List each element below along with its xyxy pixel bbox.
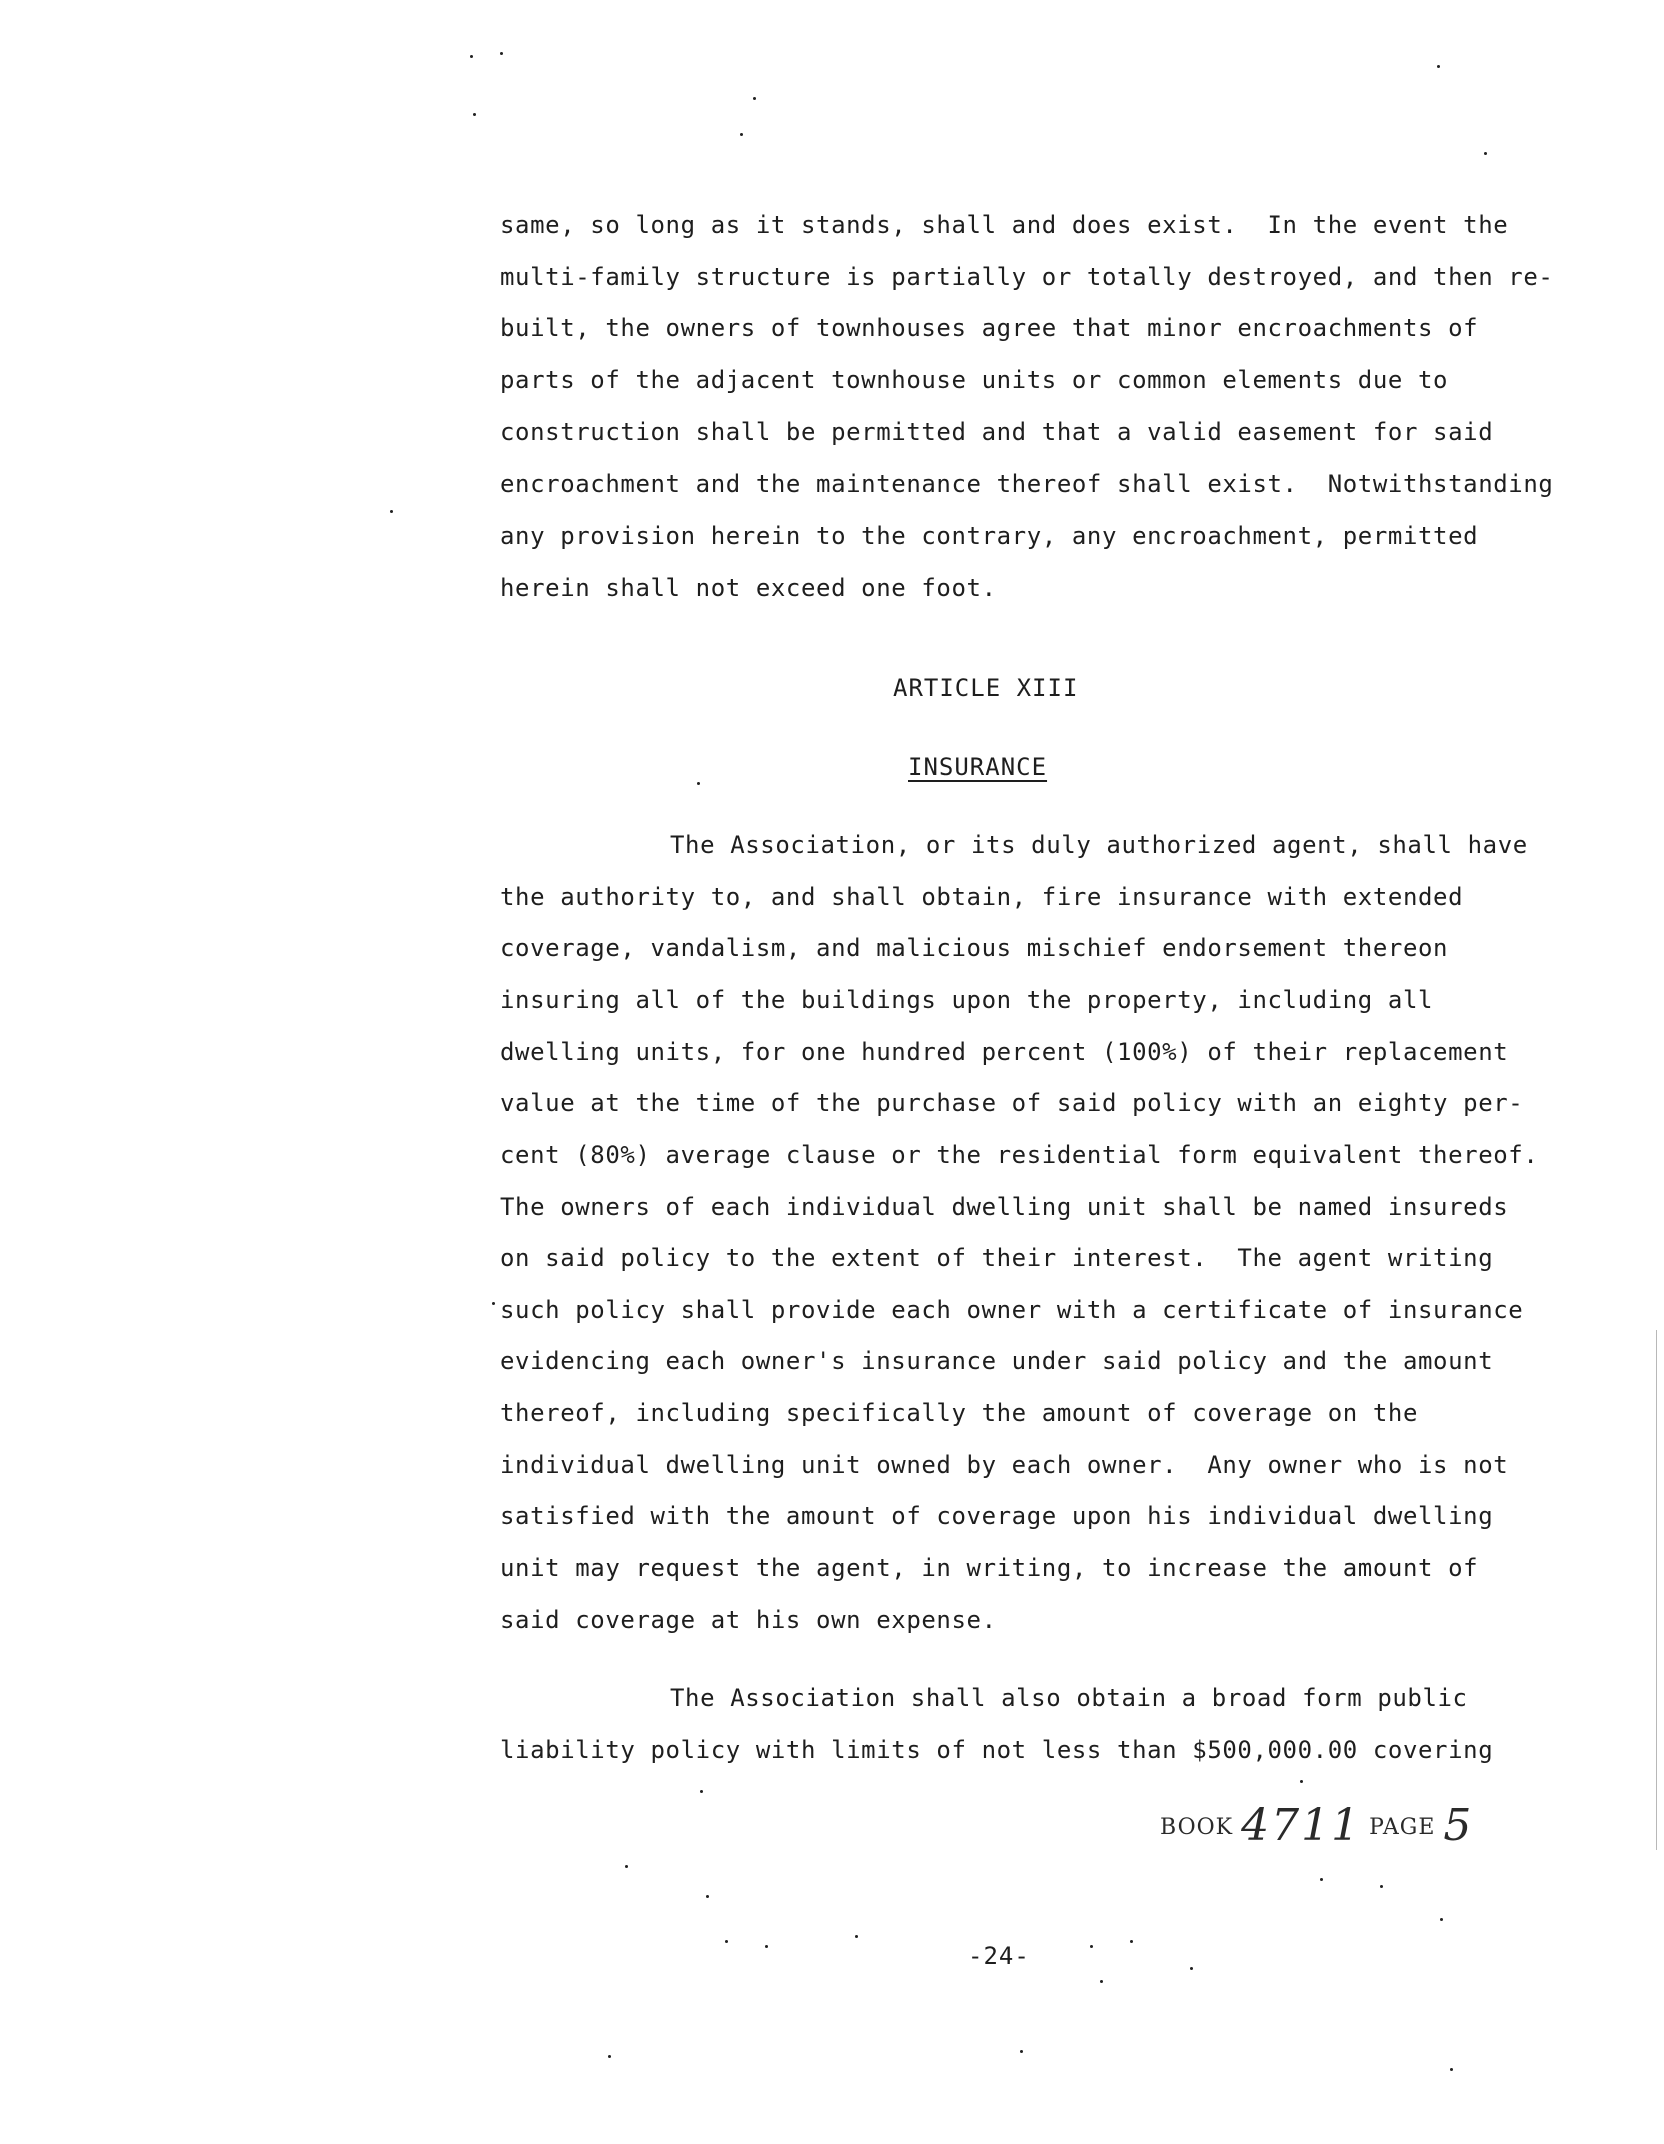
text-line: The owners of each individual dwelling unit shall be named insureds <box>500 1193 1509 1221</box>
article-heading: ARTICLE XIII <box>893 674 1079 702</box>
stamp-page-label: PAGE <box>1369 1815 1436 1840</box>
text-line: coverage, vandalism, and malicious mischief endorsement thereon <box>500 934 1449 962</box>
scan-speck <box>473 113 476 116</box>
scan-speck <box>740 133 743 136</box>
text-line: satisfied with the amount of coverage upon his individual dwelling <box>500 1502 1494 1530</box>
text-line: the authority to, and shall obtain, fire insurance with extended <box>500 883 1464 911</box>
text-line: thereof, including specifically the amount of coverage on the <box>500 1399 1419 1427</box>
text-line: any provision herein to the contrary, any encroachment, permitted <box>500 522 1479 550</box>
text-line: dwelling units, for one hundred percent (100%) of their replacement <box>500 1038 1509 1066</box>
scan-speck <box>765 1945 768 1948</box>
scan-speck <box>625 1865 628 1868</box>
text-line: built, the owners of townhouses agree that minor encroachments of <box>500 314 1479 342</box>
scan-speck <box>1130 1940 1133 1943</box>
text-line: encroachment and the maintenance thereof shall exist. Notwithstanding <box>500 470 1554 498</box>
scan-speck <box>500 52 503 55</box>
text-line: such policy shall provide each owner with a certificate of insurance <box>500 1296 1524 1324</box>
scan-speck <box>1437 65 1440 68</box>
text-line: individual dwelling unit owned by each owner. Any owner who is not <box>500 1451 1509 1479</box>
scan-speck <box>725 1940 728 1943</box>
text-line: cent (80%) average clause or the residential form equivalent thereof. <box>500 1141 1539 1169</box>
scan-speck <box>1190 1967 1193 1970</box>
scan-edge-line <box>1656 1330 1657 1850</box>
page-number: -24- <box>968 1942 1030 1970</box>
scan-speck <box>706 1895 709 1898</box>
scan-speck <box>1450 2068 1453 2071</box>
scan-speck <box>753 97 756 100</box>
text-line: same, so long as it stands, shall and does exist. In the event the <box>500 211 1509 239</box>
text-line: said coverage at his own expense. <box>500 1606 997 1634</box>
text-line: on said policy to the extent of their interest. The agent writing <box>500 1244 1494 1272</box>
text-line: The Association, or its duly authorized agent, shall have <box>670 831 1528 859</box>
text-line: The Association shall also obtain a broad form public <box>670 1684 1468 1712</box>
scan-speck <box>1380 1885 1383 1888</box>
stamp-book-number: 4711 <box>1241 1800 1362 1851</box>
stamp-page-value: 5 <box>1443 1800 1474 1851</box>
scan-speck <box>1020 2050 1023 2053</box>
scan-speck <box>608 2055 611 2058</box>
scan-speck <box>1484 152 1487 155</box>
scan-speck <box>1090 1945 1093 1948</box>
scan-speck <box>1100 1980 1103 1983</box>
text-line: value at the time of the purchase of said policy with an eighty per- <box>500 1089 1524 1117</box>
text-line: construction shall be permitted and that a valid easement for said <box>500 418 1494 446</box>
scan-speck <box>697 782 700 785</box>
scan-speck <box>700 1790 703 1793</box>
book-page-stamp <box>1160 1800 1473 1851</box>
scan-speck <box>1440 1918 1443 1921</box>
scan-speck <box>1320 1878 1323 1881</box>
section-heading: INSURANCE <box>908 753 1048 781</box>
stamp-book-label: BOOK <box>1160 1815 1234 1840</box>
text-line: parts of the adjacent townhouse units or common elements due to <box>500 366 1449 394</box>
scan-speck <box>1300 1780 1303 1783</box>
text-line: herein shall not exceed one foot. <box>500 574 997 602</box>
scan-speck <box>492 1302 495 1305</box>
text-line: insuring all of the buildings upon the property, including all <box>500 986 1434 1014</box>
text-line: evidencing each owner's insurance under said policy and the amount <box>500 1347 1494 1375</box>
text-line: unit may request the agent, in writing, to increase the amount of <box>500 1554 1479 1582</box>
text-line: multi-family structure is partially or totally destroyed, and then re- <box>500 263 1554 291</box>
text-line: liability policy with limits of not less than $500,000.00 covering <box>500 1736 1494 1764</box>
scan-speck <box>470 55 473 58</box>
scan-speck <box>855 1935 858 1938</box>
scan-speck <box>390 510 393 513</box>
